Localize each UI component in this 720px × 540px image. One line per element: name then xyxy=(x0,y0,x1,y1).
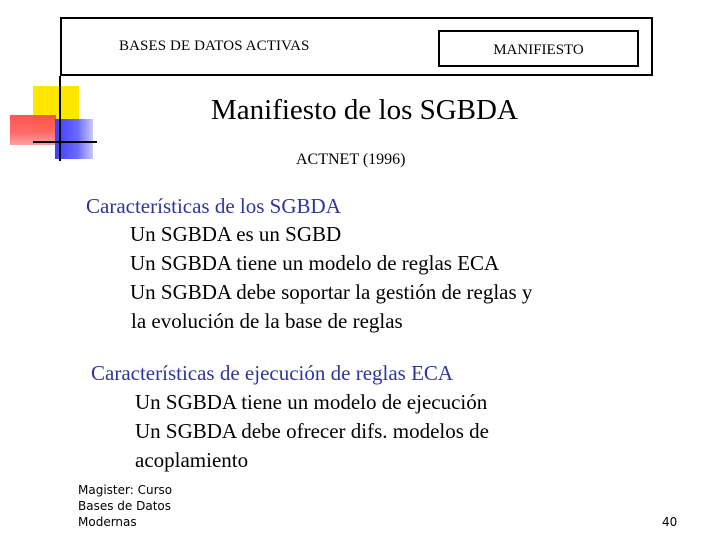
decor-horizontal-line xyxy=(33,141,97,143)
header-topic-box xyxy=(438,30,639,67)
list-item: Un SGBDA debe soportar la gestión de reglas y xyxy=(130,280,533,304)
list-item: acoplamiento xyxy=(135,448,249,472)
header-course-label: BASES DE DATOS ACTIVAS xyxy=(119,38,310,54)
section-heading: Características de los SGBDA xyxy=(86,194,341,218)
header-topic-label: MANIFIESTO xyxy=(493,42,584,58)
footer-line: Magister: Curso xyxy=(78,483,173,497)
slide-title: Manifiesto de los SGBDA xyxy=(211,94,518,126)
footer-line: Bases de Datos xyxy=(78,499,171,513)
list-item: Un SGBDA es un SGBD xyxy=(130,222,342,246)
footer-course-info xyxy=(78,482,172,530)
decor-vertical-line xyxy=(59,76,61,161)
slide-subtitle: ACTNET (1996) xyxy=(296,151,406,168)
list-item: la evolución de la base de reglas xyxy=(131,309,403,333)
list-item: Un SGBDA tiene un modelo de ejecución xyxy=(135,390,488,414)
footer-line: Modernas xyxy=(78,515,137,529)
page-number: 40 xyxy=(662,515,678,529)
section-heading: Características de ejecución de reglas ECA xyxy=(91,361,454,385)
list-item: Un SGBDA debe ofrecer difs. modelos de xyxy=(135,419,490,443)
list-item: Un SGBDA tiene un modelo de reglas ECA xyxy=(130,251,500,275)
